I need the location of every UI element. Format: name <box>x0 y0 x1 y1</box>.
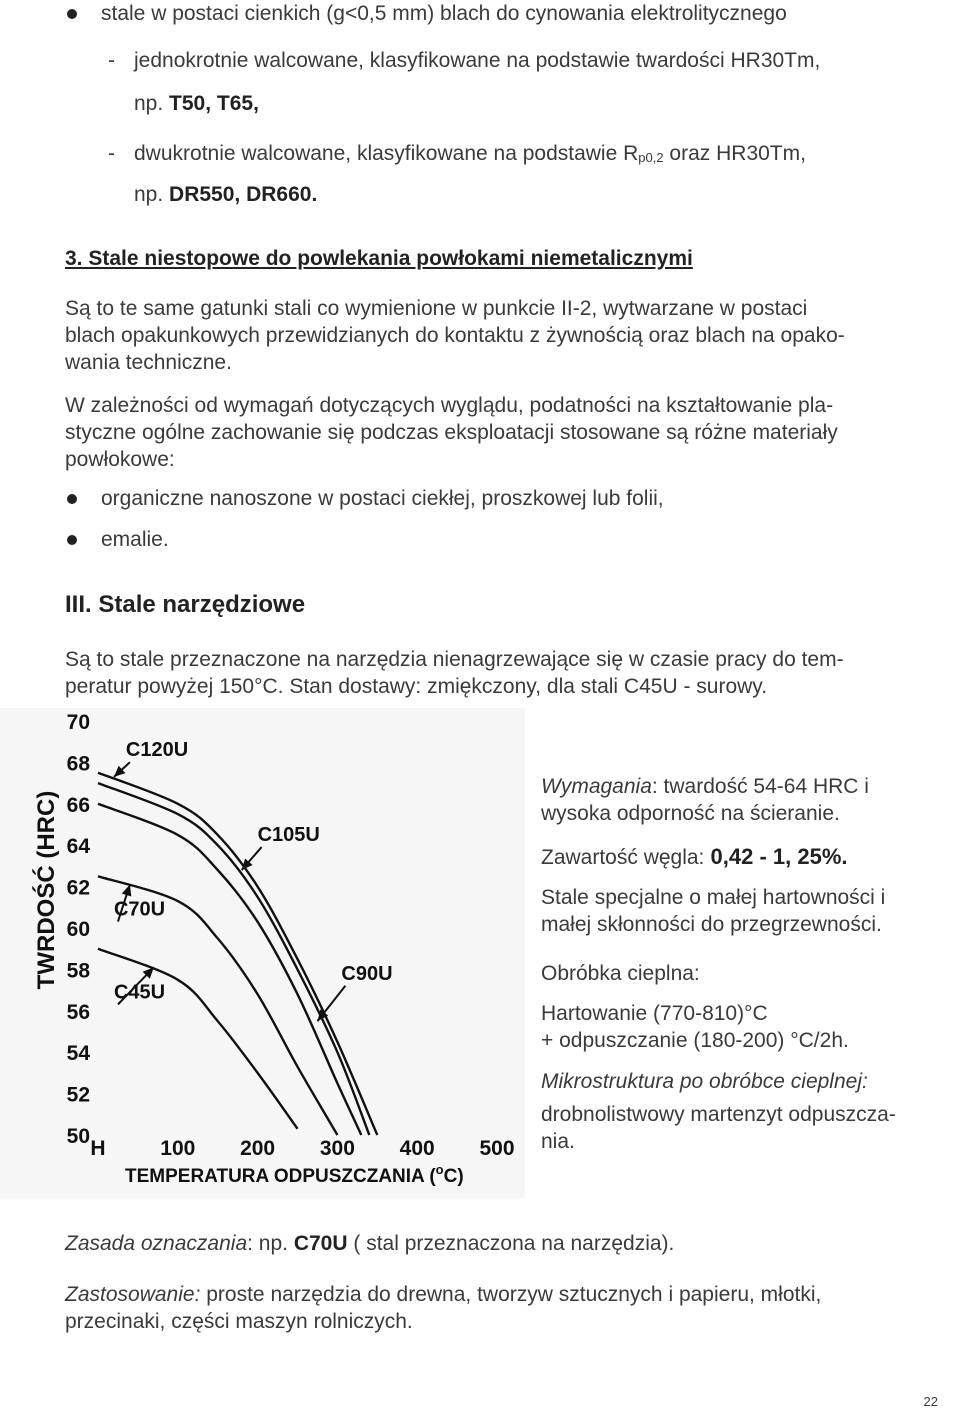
section-3-heading: 3. Stale niestopowe do powlekania powłokami niemetalicznymi <box>65 247 693 270</box>
y-tick-label: 50 <box>66 1125 90 1148</box>
y-tick-label: 62 <box>66 876 90 900</box>
microstructure-line: nia. <box>541 1130 575 1153</box>
application-line: Zastosowanie: proste narzędzia do drewna, tworzyw sztucznych i papieru, młotki, <box>65 1283 822 1306</box>
paragraph-line: powłokowe: <box>65 448 175 471</box>
list-item-dash-continued: np. DR550, DR660. <box>134 183 318 206</box>
x-axis-label: TEMPERATURA ODPUSZCZANIA ($^o$C) <box>125 1162 464 1187</box>
y-tick-label: 68 <box>66 752 90 776</box>
series-label-c70u: C70U <box>113 898 166 921</box>
paragraph-line: wania techniczne. <box>65 351 232 374</box>
page-number: 22 <box>923 1394 938 1409</box>
y-tick-label: 70 <box>66 711 90 734</box>
y-tick-label: 52 <box>66 1083 90 1107</box>
y-tick-label: 60 <box>66 918 90 941</box>
x-tick-label: 400 <box>399 1137 435 1160</box>
requirements-line: wysoka odporność na ścieranie. <box>541 802 840 825</box>
paragraph-line: Są to te same gatunki stali co wymienione w punkcie II-2, wytwarzane w postaci <box>65 297 808 320</box>
bullet-marker <box>67 535 77 545</box>
paragraph-line: W zależności od wymagań dotyczących wyglądu, podatności na kształtowanie pla- <box>65 394 834 417</box>
y-tick-label: 54 <box>66 1042 90 1066</box>
y-tick-label: 58 <box>66 959 90 983</box>
x-tick-label: 100 <box>160 1137 196 1160</box>
paragraph-line: peratur powyżej 150°C. Stan dostawy: zmiękczony, dla stali C45U - surowy. <box>65 675 768 698</box>
y-axis-label: TWRDOŚĆ (HRC) <box>33 790 60 990</box>
dash-marker: - <box>108 49 115 72</box>
y-tick-label: 64 <box>66 835 90 859</box>
y-tick-label: 66 <box>66 793 90 817</box>
microstructure-label: Mikrostruktura po obróbce cieplnej: <box>541 1070 868 1093</box>
bullet-marker <box>67 494 77 504</box>
series-label-c105u: C105U <box>257 824 320 847</box>
x-tick-label: H <box>90 1137 106 1160</box>
section-III-heading: III. Stale narzędziowe <box>65 591 306 618</box>
paragraph-line: styczne ogólne zachowanie się podczas eksploatacji stosowane są różne materiały <box>65 421 838 444</box>
hardening-line: Hartowanie (770-810)°C <box>541 1002 768 1025</box>
series-label-c45u: C45U <box>113 981 166 1004</box>
requirements-line: Wymagania: twardość 54-64 HRC i <box>541 775 869 798</box>
chart-svg <box>0 708 525 1198</box>
list-item-dash: dwukrotnie walcowane, klasyfikowane na podstawie $R_{p0,2}$ oraz HR30Tm, <box>134 142 806 165</box>
x-tick-label: 300 <box>319 1137 355 1160</box>
list-item-dash-continued: np. T50, T65, <box>134 92 259 115</box>
paragraph-line: Są to stale przeznaczone na narzędzia nienagrzewające się w czasie pracy do tem- <box>65 648 844 671</box>
series-label-c90u: C90U <box>341 962 393 985</box>
dash-marker: - <box>108 142 115 165</box>
list-item-dash: jednokrotnie walcowane, klasyfikowane na podstawie twardości HR30Tm, <box>134 49 821 72</box>
microstructure-line: drobnolistwowy martenzyt odpuszcza- <box>541 1103 896 1126</box>
special-steels-line: małej skłonności do przegrzewności. <box>541 913 882 936</box>
list-item-bullet: emalie. <box>101 528 169 551</box>
marking-rule: Zasada oznaczania: np. C70U ( stal przeznaczona na narzędzia). <box>65 1232 675 1255</box>
list-item-bullet: organiczne nanoszone w postaci ciekłej, proszkowej lub folii, <box>101 487 664 510</box>
y-tick-label: 56 <box>66 1000 90 1024</box>
series-label-c120u: C120U <box>125 739 189 762</box>
list-item-bullet: stale w postaci cienkich (g<0,5 mm) blach do cynowania elektrolitycznego <box>101 2 787 25</box>
x-tick-label: 200 <box>240 1137 276 1160</box>
special-steels-line: Stale specjalne o małej hartowności i <box>541 886 886 909</box>
bullet-marker <box>67 9 77 19</box>
hardness-tempering-chart <box>0 708 525 1198</box>
paragraph-line: blach opakunkowych przewidzianych do kontaktu z żywnością oraz blach na opako- <box>65 324 845 347</box>
heat-treatment-label: Obróbka cieplna: <box>541 962 700 985</box>
tempering-line: + odpuszczanie (180-200) °C/2h. <box>541 1029 849 1052</box>
carbon-content: Zawartość węgla: 0,42 - 1, 25%. <box>541 844 848 869</box>
x-tick-label: 500 <box>479 1137 515 1160</box>
application-line: przecinaki, części maszyn rolniczych. <box>65 1310 413 1333</box>
